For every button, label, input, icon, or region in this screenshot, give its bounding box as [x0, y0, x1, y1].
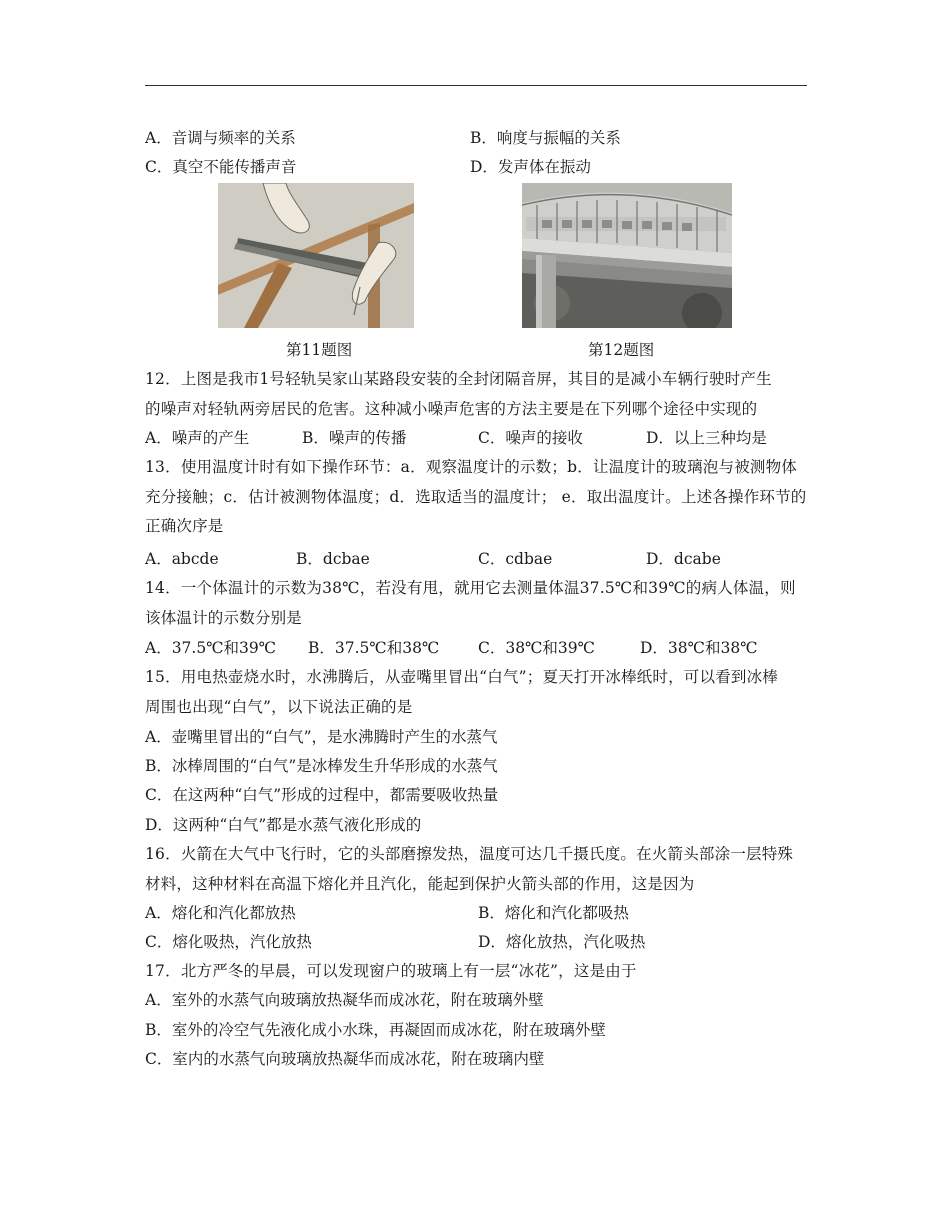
- q12-option-d: D．以上三种均是: [646, 429, 767, 447]
- q14-option-c: C．38℃和39℃: [478, 639, 595, 657]
- q17-option-c: C．室内的水蒸气向玻璃放热凝华而成冰花，附在玻璃内壁: [145, 1050, 545, 1068]
- q16-option-c: C．熔化吸热，汽化放热: [145, 933, 312, 951]
- q12-option-b: B．噪声的传播: [302, 429, 407, 447]
- q15-option-d: D．这两种“白气”都是水蒸气液化形成的: [145, 816, 422, 834]
- q17-option-a: A．室外的水蒸气向玻璃放热凝华而成冰花，附在玻璃外壁: [145, 991, 544, 1009]
- q15-stem-line-2: 周围也出现“白气”，以下说法正确的是: [145, 698, 413, 716]
- figure-11-caption: 第11题图: [286, 341, 353, 359]
- q17-option-b: B．室外的冷空气先液化成小水珠，再凝固而成冰花，附在玻璃外壁: [145, 1021, 606, 1039]
- figure-12-caption: 第12题图: [588, 341, 655, 359]
- q15-stem-line-1: 15．用电热壶烧水时，水沸腾后，从壶嘴里冒出“白气”；夏天打开冰棒纸时，可以看到冰棒: [145, 668, 778, 686]
- q12-option-c: C．噪声的接收: [478, 429, 583, 447]
- q11-option-d: D．发声体在振动: [470, 158, 591, 176]
- q13-stem-line-1: 13．使用温度计时有如下操作环节：a．观察温度计的示数；b．让温度计的玻璃泡与被测物体: [145, 458, 797, 476]
- q13-option-d: D．dcabe: [646, 550, 721, 568]
- q12-option-a: A．噪声的产生: [145, 429, 250, 447]
- q11-option-b: B．响度与振幅的关系: [470, 129, 621, 147]
- q14-option-b: B．37.5℃和38℃: [308, 639, 440, 657]
- q15-option-c: C．在这两种“白气”形成的过程中，都需要吸收热量: [145, 786, 499, 804]
- q16-stem-line-2: 材料，这种材料在高温下熔化并且汽化，能起到保护火箭头部的作用，这是因为: [145, 875, 695, 893]
- figure-11-ruler-image: [218, 183, 414, 328]
- q14-stem-line-2: 该体温计的示数分别是: [145, 609, 303, 627]
- q14-stem-line-1: 14．一个体温计的示数为38℃，若没有甩，就用它去测量体温37.5℃和39℃的病人体温，则: [145, 579, 796, 597]
- q15-option-a: A．壶嘴里冒出的“白气”，是水沸腾时产生的水蒸气: [145, 728, 498, 746]
- q15-option-b: B．冰棒周围的“白气”是冰棒发生升华形成的水蒸气: [145, 757, 498, 775]
- q17-stem-line-1: 17．北方严冬的早晨，可以发现窗户的玻璃上有一层“冰花”，这是由于: [145, 962, 637, 980]
- q16-option-d: D．熔化放热，汽化吸热: [478, 933, 646, 951]
- q16-option-b: B．熔化和汽化都吸热: [478, 904, 629, 922]
- q13-option-a: A．abcde: [145, 550, 219, 568]
- header-rule: [145, 85, 807, 86]
- q14-option-a: A．37.5℃和39℃: [145, 639, 277, 657]
- q13-stem-line-3: 正确次序是: [145, 517, 224, 535]
- q13-option-c: C．cdbae: [478, 550, 553, 568]
- q13-stem-line-2: 充分接触；c．估计被测物体温度；d．选取适当的温度计； e．取出温度计。上述各操作环节的: [145, 488, 807, 506]
- q14-option-d: D．38℃和38℃: [640, 639, 758, 657]
- q11-option-a: A．音调与频率的关系: [145, 129, 296, 147]
- figure-12-sound-barrier-image: [522, 183, 732, 328]
- q16-option-a: A．熔化和汽化都放热: [145, 904, 296, 922]
- q16-stem-line-1: 16．火箭在大气中飞行时，它的头部磨擦发热，温度可达几千摄氏度。在火箭头部涂一层特殊: [145, 845, 794, 863]
- q13-option-b: B．dcbae: [296, 550, 370, 568]
- q12-stem-line-2: 的噪声对轻轨两旁居民的危害。这种减小噪声危害的方法主要是在下列哪个途径中实现的: [145, 400, 758, 418]
- q12-stem-line-1: 12．上图是我市1号轻轨吴家山某路段安装的全封闭隔音屏，其目的是减小车辆行驶时产生: [145, 370, 772, 388]
- q11-option-c: C．真空不能传播声音: [145, 158, 297, 176]
